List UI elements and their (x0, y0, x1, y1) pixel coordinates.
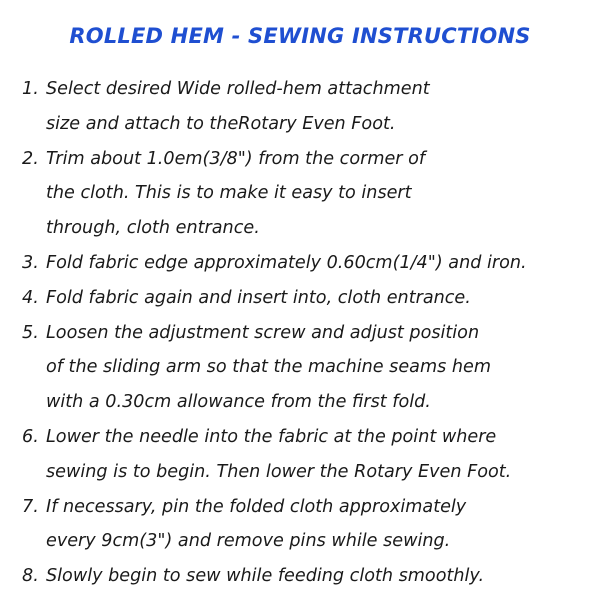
step-text (46, 420, 511, 490)
step-text-line: Fold fabric edge approximately 0.60cm(1/4") and iron. (46, 252, 527, 273)
instruction-step-4 (22, 281, 588, 316)
instruction-steps-list (22, 72, 588, 594)
instruction-step-5 (22, 316, 588, 420)
step-number: 6. (22, 426, 39, 447)
step-text (46, 142, 425, 246)
instruction-step-6 (22, 420, 588, 490)
instruction-step-2 (22, 142, 588, 246)
instruction-step-3 (22, 246, 588, 281)
instruction-step-1 (22, 72, 588, 142)
step-number: 1. (22, 79, 39, 99)
step-number: 5. (22, 322, 39, 343)
step-number: 8. (22, 566, 39, 587)
step-text-line: every 9cm(3") and remove pins while sewing. (46, 531, 451, 552)
step-text-line: of the sliding arm so that the machine seams hem (46, 357, 491, 378)
instruction-step-8 (22, 559, 588, 594)
step-number: 3. (22, 252, 39, 273)
step-text-line: Lower the needle into the fabric at the point where (46, 426, 497, 447)
step-text-line: Slowly begin to sew while feeding cloth smoothly. (46, 566, 485, 587)
page-title: ROLLED HEM - SEWING INSTRUCTIONS (69, 24, 531, 48)
step-text (46, 72, 430, 142)
step-text-line: Trim about 1.0em(3/8") from the cormer of (46, 148, 426, 169)
step-text-line: Loosen the adjustment screw and adjust position (46, 322, 480, 343)
step-text-line: through, cloth entrance. (46, 218, 260, 239)
step-text-line: with a 0.30cm allowance from the first fold. (46, 392, 431, 413)
step-text-line: Select desired Wide rolled-hem attachment (46, 79, 430, 99)
step-number: 7. (22, 496, 39, 517)
step-text-line: the cloth. This is to make it easy to insert (46, 183, 412, 204)
step-number: 4. (22, 287, 39, 308)
step-text-line: Fold fabric again and insert into, cloth entrance. (46, 287, 471, 308)
step-text-line: If necessary, pin the folded cloth approximately (46, 496, 467, 517)
step-text (46, 559, 484, 594)
instruction-step-7 (22, 490, 588, 560)
step-number: 2. (22, 148, 39, 169)
step-text-line: sewing is to begin. Then lower the Rotary Even Foot. (46, 461, 512, 482)
step-text-line: size and attach to theRotary Even Foot. (46, 113, 396, 134)
step-text (46, 316, 491, 420)
step-text (46, 490, 466, 560)
step-text (46, 281, 471, 316)
step-text (46, 246, 527, 281)
